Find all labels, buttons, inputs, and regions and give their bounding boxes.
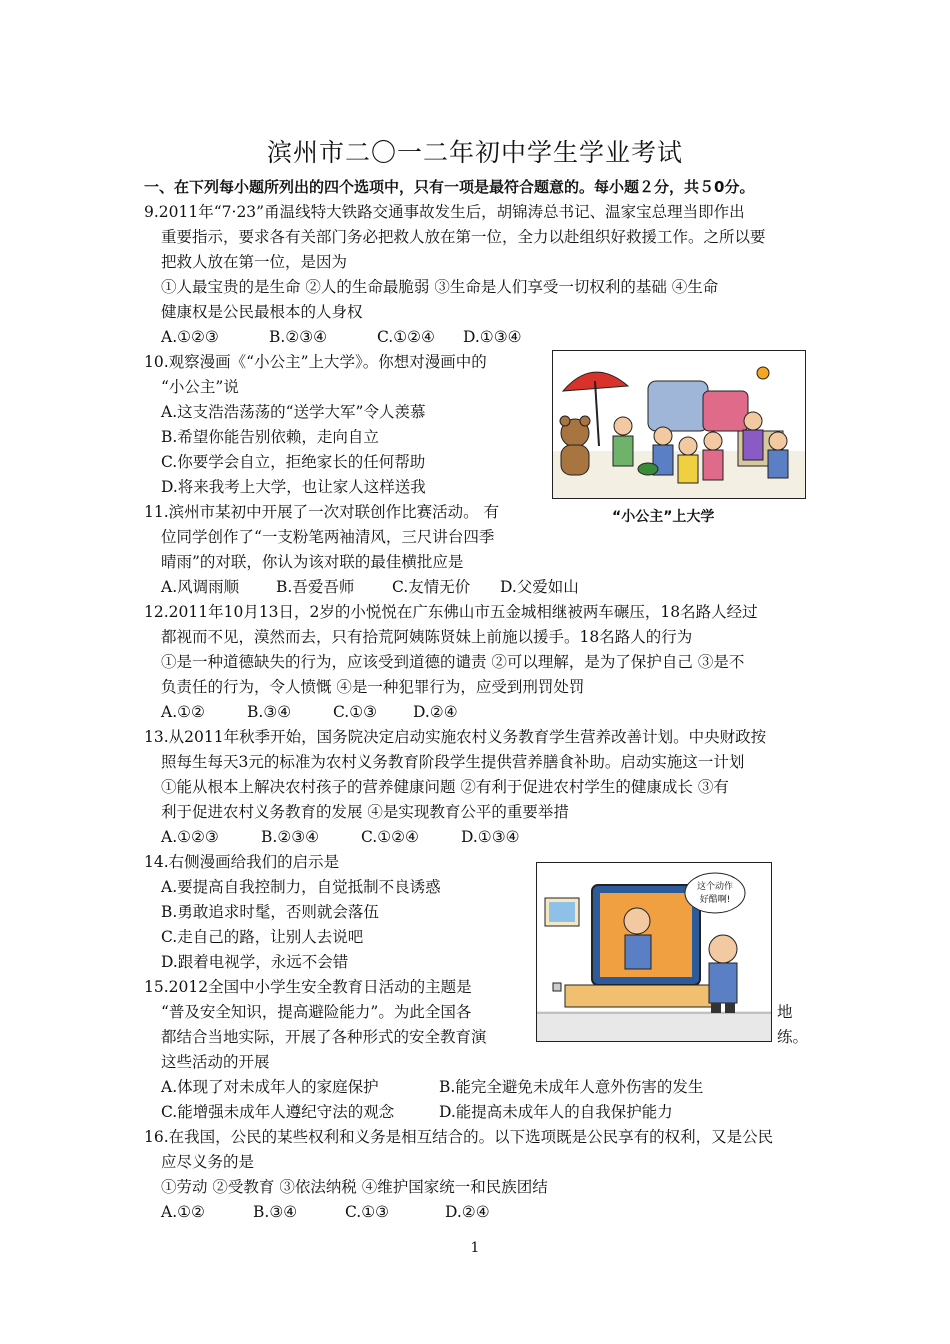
q11-option-d: D.父爱如山 <box>500 578 579 596</box>
q11-line-2: 位同学创作了“一支粉笔两袖清风，三尺讲台四季 <box>161 528 495 546</box>
q15-line-1: 15.2012全国中小学生安全教育日活动的主题是 <box>144 978 472 996</box>
q14-option-d: D.跟着电视学，永远不会错 <box>161 953 349 971</box>
q12-line-4: 负责任的行为，令人愤慨 ④是一种犯罪行为，应受到刑罚处罚 <box>161 678 585 696</box>
q14-option-a: A.要提高自我控制力，自觉抵制不良诱惑 <box>161 878 441 896</box>
q11-option-c: C.友情无价 <box>392 578 471 596</box>
cartoon-little-princess <box>552 350 806 499</box>
q10-option-b: B.希望你能告别依赖，走向自立 <box>161 428 379 446</box>
q11-option-a: A.风调雨顺 <box>161 578 240 596</box>
cartoon-tv-illustration <box>537 863 771 1041</box>
q9-option-c: C.①②④ <box>377 328 435 346</box>
q12-line-1: 12.2011年10月13日，2岁的小悦悦在广东佛山市五金城相继被两车碾压，18名路人经过 <box>144 603 758 621</box>
section-heading: 一、在下列每小题所列出的四个选项中，只有一项是最符合题意的。每小题２分，共５0分。 <box>144 178 755 196</box>
q12-line-3: ①是一种道德缺失的行为，应该受到道德的谴责 ②可以理解，是为了保护自己 ③是不 <box>161 653 745 671</box>
page-title: 滨州市二〇一二年初中学生学业考试 <box>266 138 683 167</box>
q10-option-a: A.这支浩浩荡荡的“送学大军”令人羡慕 <box>161 403 426 421</box>
q12-option-c: C.①③ <box>333 703 378 721</box>
q13-options <box>161 827 520 847</box>
q13-line-2: 照每生每天3元的标准为农村义务教育阶段学生提供营养膳食补助。启动实施这一计划 <box>161 753 745 771</box>
q9-options <box>161 327 522 347</box>
q16-options <box>161 1202 490 1222</box>
q10-option-d: D.将来我考上大学，也让家人这样送我 <box>161 478 426 496</box>
q14-line-1: 14.右侧漫画给我们的启示是 <box>144 853 340 871</box>
q10-line-2: “小公主”说 <box>161 378 239 396</box>
q15-line-3: 都结合当地实际，开展了各种形式的安全教育演 <box>161 1028 487 1046</box>
q16-line-3: ①劳动 ②受教育 ③依法纳税 ④维护国家统一和民族团结 <box>161 1178 548 1196</box>
page-number: 1 <box>470 1240 480 1256</box>
q15-line-2: “普及安全知识，提高避险能力”。为此全国各 <box>161 1003 472 1021</box>
q15-line-3-right: 练。 <box>777 1028 809 1046</box>
q15-option-d: D.能提高未成年人的自我保护能力 <box>439 1103 673 1121</box>
cartoon-illustration <box>553 351 805 498</box>
q12-option-d: D.②④ <box>413 703 458 721</box>
q15-option-a: A.体现了对未成年人的家庭保护 <box>161 1078 379 1096</box>
q9-option-d: D.①③④ <box>463 328 522 346</box>
q12-options <box>161 702 458 722</box>
q12-option-a: A.①② <box>161 703 205 721</box>
q12-option-b: B.③④ <box>247 703 292 721</box>
q15-line-4: 这些活动的开展 <box>161 1053 270 1071</box>
q16-option-c: C.①③ <box>345 1203 390 1221</box>
svg-text:这个动作: 这个动作 <box>696 882 734 892</box>
q9-option-a: A.①②③ <box>161 328 219 346</box>
q9-line-5: 健康权是公民最根本的人身权 <box>161 303 363 321</box>
q14-option-b: B.勇敢追求时髦，否则就会落伍 <box>161 903 379 921</box>
q15-option-c: C.能增强未成年人遵纪守法的观念 <box>161 1103 395 1121</box>
q9-line-2: 重要指示，要求各有关部门务必把救人放在第一位，全力以赴组织好救援工作。之所以要 <box>161 228 766 246</box>
q9-line-3: 把救人放在第一位，是因为 <box>161 253 348 271</box>
q9-line-1: 9.2011年“7·23”甬温线特大铁路交通事故发生后，胡锦涛总书记、温家宝总理当即作出 <box>144 203 745 221</box>
q9-line-4: ①人最宝贵的是生命 ②人的生命最脆弱 ③生命是人们享受一切权利的基础 ④生命 <box>161 278 719 296</box>
q16-option-b: B.③④ <box>253 1203 298 1221</box>
q10-line-1: 10.观察漫画《“小公主”上大学》。你想对漫画中的 <box>144 353 487 371</box>
q13-line-1: 13.从2011年秋季开始，国务院决定启动实施农村义务教育学生营养改善计划。中央财政按 <box>144 728 767 746</box>
q11-line-3: 晴雨”的对联，你认为该对联的最佳横批应是 <box>161 553 464 571</box>
q16-line-2: 应尽义务的是 <box>161 1153 255 1171</box>
q11-options <box>161 577 579 597</box>
q14-option-c: C.走自己的路，让别人去说吧 <box>161 928 364 946</box>
q13-line-3: ①能从根本上解决农村孩子的营养健康问题 ②有利于促进农村学生的健康成长 ③有 <box>161 778 729 796</box>
q11-option-b: B.吾爱吾师 <box>276 578 355 596</box>
q13-option-c: C.①②④ <box>361 828 419 846</box>
q10-option-c: C.你要学会自立，拒绝家长的任何帮助 <box>161 453 426 471</box>
cartoon-tv-imitation <box>536 862 772 1042</box>
q9-option-b: B.②③④ <box>269 328 328 346</box>
q12-line-2: 都视而不见，漠然而去，只有拾荒阿姨陈贤妹上前施以援手。18名路人的行为 <box>161 628 693 646</box>
q13-option-a: A.①②③ <box>161 828 219 846</box>
q13-line-4: 利于促进农村义务教育的发展 ④是实现教育公平的重要举措 <box>161 803 569 821</box>
q16-line-1: 16.在我国，公民的某些权利和义务是相互结合的。以下选项既是公民享有的权利，又是公民 <box>144 1128 774 1146</box>
cartoon-caption: “小公主”上大学 <box>612 509 715 525</box>
q16-option-a: A.①② <box>161 1203 205 1221</box>
q15-option-b: B.能完全避免未成年人意外伤害的发生 <box>439 1078 704 1096</box>
q16-option-d: D.②④ <box>445 1203 490 1221</box>
q13-option-d: D.①③④ <box>461 828 520 846</box>
q15-line-2-right: 地 <box>777 1003 793 1021</box>
q11-line-1: 11.滨州市某初中开展了一次对联创作比赛活动。 有 <box>144 503 500 521</box>
q13-option-b: B.②③④ <box>261 828 320 846</box>
svg-text:好酷啊!: 好酷啊! <box>699 895 731 905</box>
